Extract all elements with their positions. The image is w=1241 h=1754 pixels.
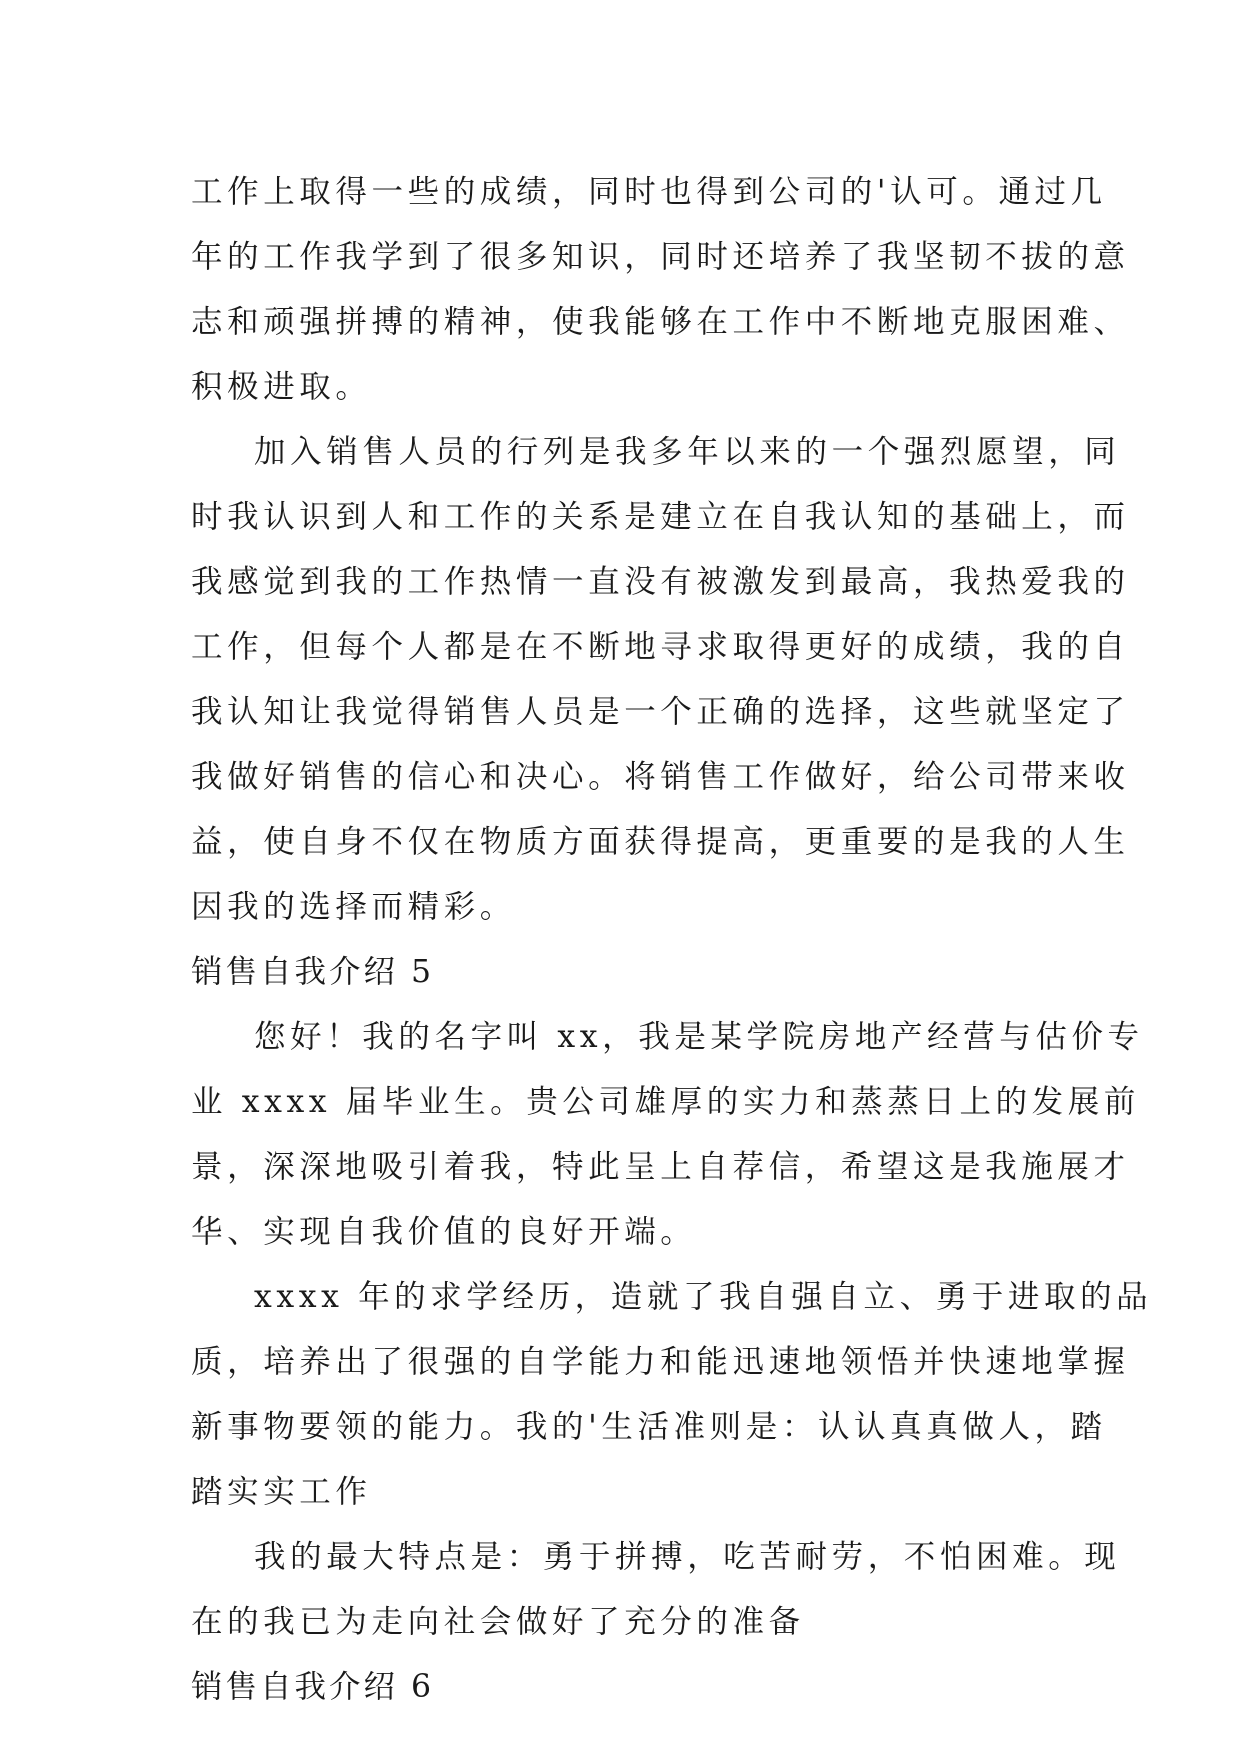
text-line: 在的我已为走向社会做好了充分的准备 [191, 1604, 805, 1640]
text-line: 我做好销售的信心和决心。将销售工作做好，给公司带来收 [191, 759, 1130, 795]
text-line: 我的最大特点是：勇于拼搏，吃苦耐劳，不怕困难。现 [254, 1539, 1121, 1575]
text-line: 志和顽强拼搏的精神，使我能够在工作中不断地克服困难、 [191, 304, 1130, 340]
text-line: 加入销售人员的行列是我多年以来的一个强烈愿望，同 [254, 434, 1121, 470]
text-line: 我认知让我觉得销售人员是一个正确的选择，这些就坚定了 [191, 694, 1130, 730]
text-line: 业 xxxx 届毕业生。贵公司雄厚的实力和蒸蒸日上的发展前 [191, 1084, 1140, 1120]
document-page [191, 160, 1153, 1720]
section-heading: 销售自我介绍 5 [191, 954, 435, 990]
text-line: xxxx 年的求学经历，造就了我自强自立、勇于进取的品 [254, 1279, 1153, 1315]
text-line: 新事物要领的能力。我的'生活准则是：认认真真做人，踏 [191, 1409, 1107, 1445]
text-line: 踏实实工作 [191, 1474, 372, 1510]
text-line: 您好！我的名字叫 xx，我是某学院房地产经营与估价专 [254, 1019, 1144, 1055]
section-heading: 销售自我介绍 6 [191, 1669, 435, 1705]
text-line: 景，深深地吸引着我，特此呈上自荐信，希望这是我施展才 [191, 1149, 1130, 1185]
text-line: 工作上取得一些的成绩，同时也得到公司的'认可。通过几 [191, 174, 1107, 210]
text-line: 积极进取。 [191, 369, 372, 405]
text-line: 工作，但每个人都是在不断地寻求取得更好的成绩，我的自 [191, 629, 1130, 665]
text-line: 我感觉到我的工作热情一直没有被激发到最高，我热爱我的 [191, 564, 1130, 600]
text-line: 质，培养出了很强的自学能力和能迅速地领悟并快速地掌握 [191, 1344, 1130, 1380]
text-line: 益，使自身不仅在物质方面获得提高，更重要的是我的人生 [191, 824, 1130, 860]
text-line: 因我的选择而精彩。 [191, 889, 516, 925]
text-line: 年的工作我学到了很多知识，同时还培养了我坚韧不拔的意 [191, 239, 1130, 275]
text-line: 时我认识到人和工作的关系是建立在自我认知的基础上，而 [191, 499, 1130, 535]
text-line: 华、实现自我价值的良好开端。 [191, 1214, 697, 1250]
